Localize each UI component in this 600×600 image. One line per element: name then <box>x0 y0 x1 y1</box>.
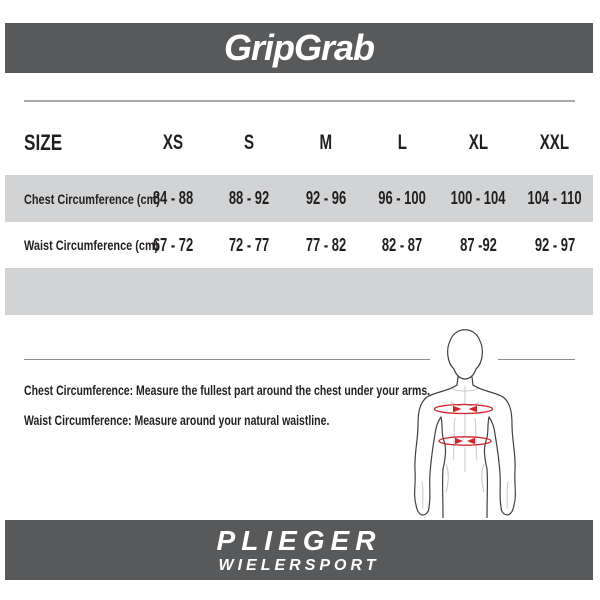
table-row-waist <box>5 222 593 268</box>
body-figure <box>385 322 545 518</box>
waist-value-l: 82 - 87 <box>381 234 423 255</box>
row-label-chest: Chest Circumference (cm) <box>24 190 160 207</box>
footer-logo-bar <box>5 520 593 580</box>
size-column-header-xs: XS <box>163 131 184 154</box>
size-column-header-s: S <box>244 131 255 154</box>
wielersport-logo-text: WIELERSPORT <box>218 556 380 574</box>
waist-value-xxl: 92 - 97 <box>534 234 575 255</box>
gripgrab-logo: GripGrab <box>223 27 375 68</box>
instruction-chest: Chest Circumference: Measure the fullest part around the chest under your arms. <box>24 382 431 398</box>
size-header-row <box>5 126 593 160</box>
header-divider <box>24 100 575 102</box>
instruction-waist: Waist Circumference: Measure around your natural waistline. <box>24 412 330 428</box>
waist-measure-arrow-icon <box>439 437 491 445</box>
table-row-chest <box>5 175 593 222</box>
brand-header-bar <box>5 23 593 73</box>
size-column-header-xl: XL <box>468 131 489 154</box>
size-column-header-xxl: XXL <box>540 131 570 154</box>
table-row-empty <box>5 268 593 315</box>
mid-divider-left <box>24 359 430 360</box>
chest-value-l: 96 - 100 <box>378 188 426 208</box>
size-header-label: SIZE <box>24 130 63 155</box>
row-label-waist: Waist Circumference (cm) <box>24 237 159 253</box>
chest-measure-arrow-icon <box>435 405 493 414</box>
waist-value-xs: 67 - 72 <box>152 234 194 255</box>
size-column-header-m: M <box>319 131 333 154</box>
chest-value-s: 88 - 92 <box>229 188 270 208</box>
chest-value-xl: 100 - 104 <box>451 188 506 208</box>
plieger-logo-text: PLIEGER <box>216 524 382 556</box>
waist-value-s: 72 - 77 <box>229 234 270 255</box>
chest-value-m: 92 - 96 <box>305 188 346 208</box>
male-torso-measurement-icon <box>385 322 545 518</box>
chest-value-xs: 84 - 88 <box>152 188 194 208</box>
waist-value-xl: 87 -92 <box>460 234 497 255</box>
size-column-header-l: L <box>397 131 407 154</box>
chest-value-xxl: 104 - 110 <box>527 188 582 208</box>
waist-value-m: 77 - 82 <box>305 234 346 255</box>
